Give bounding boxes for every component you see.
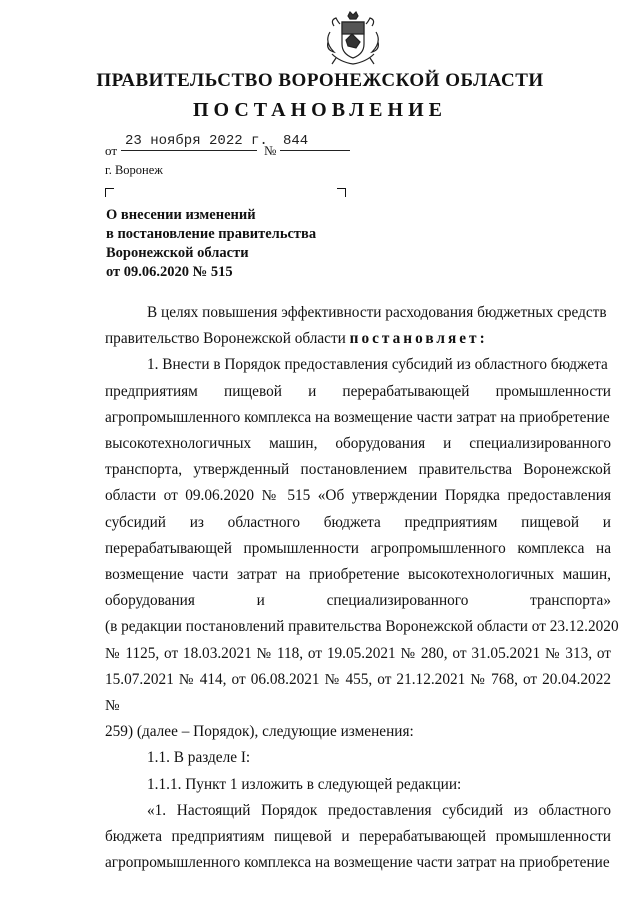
body-line: транспорта, утвержденный постановлением правительства Воронежской [105, 461, 611, 479]
organization-title: ПРАВИТЕЛЬСТВО ВОРОНЕЖСКОЙ ОБЛАСТИ [96, 70, 544, 91]
body-line: возмещение части затрат на приобретение высокотехнологичных машин, [105, 566, 611, 584]
subject-line: О внесении изменений [106, 207, 256, 223]
city-label: г. Воронеж [105, 163, 163, 177]
body-line: бюджета предприятиям пищевой и перерабатывающей промышленности [105, 828, 611, 846]
document-type-title: ПОСТАНОВЛЕНИЕ [193, 99, 447, 121]
body-line: 259) (далее – Порядок), следующие изменения: [105, 723, 414, 741]
body-line: № 1125, от 18.03.2021 № 118, от 19.05.2021 № 280, от 31.05.2021 № 313, от [105, 644, 611, 662]
subject-corner-left [105, 188, 114, 197]
number-underline [280, 150, 350, 151]
body-line: 1. Внести в Порядок предоставления субсидий из областного бюджета [147, 356, 608, 374]
body-text: правительство Воронежской области [105, 330, 350, 348]
dateline [105, 133, 365, 158]
body-line: высокотехнологичных машин, оборудования и специализированного [105, 435, 611, 453]
subject-line: Воронежской области [106, 245, 249, 261]
subject-corner-right [337, 188, 346, 197]
document-subject [106, 206, 316, 282]
decree-verb: постановляет: [349, 330, 488, 348]
body-line: «1. Настоящий Порядок предоставления субсидий из областного [147, 801, 611, 819]
body-line: субсидий из областного бюджета предприятиям пищевой и [105, 513, 611, 531]
document-body [105, 300, 619, 876]
body-line: (в редакции постановлений правительства Воронежской области от 23.12.2020 [105, 618, 619, 636]
body-line: агропромышленного комплекса на возмещение части затрат на приобретение [105, 854, 610, 872]
body-line: 1.1.1. Пункт 1 изложить в следующей редакции: [147, 775, 462, 793]
subject-line: в постановление правительства [106, 226, 317, 242]
body-line: перерабатывающей промышленности агропромышленного комплекса на [105, 539, 611, 557]
body-line: оборудования и специализированного транспорта» [105, 592, 611, 610]
document-date: 23 ноября 2022 г. [125, 133, 268, 149]
body-line: агропромышленного комплекса на возмещение части затрат на приобретение [105, 408, 610, 426]
body-line: предприятиям пищевой и перерабатывающей промышленности [105, 382, 611, 400]
date-prefix-label: от [105, 143, 118, 158]
date-underline [121, 150, 257, 151]
voronezh-coat-of-arms-icon [322, 10, 384, 68]
number-label: № [264, 143, 277, 158]
body-line: В целях повышения эффективности расходования бюджетных средств [147, 304, 607, 321]
subject-line: от 09.06.2020 № 515 [106, 264, 233, 280]
body-line [105, 326, 611, 352]
body-line: 15.07.2021 № 414, от 06.08.2021 № 455, от 21.12.2021 № 768, от 20.04.2022 № [105, 670, 611, 715]
body-line: 1.1. В разделе I: [147, 749, 251, 767]
body-line: области от 09.06.2020 № 515 «Об утверждении Порядка предоставления [105, 487, 611, 505]
document-number: 844 [283, 133, 309, 149]
